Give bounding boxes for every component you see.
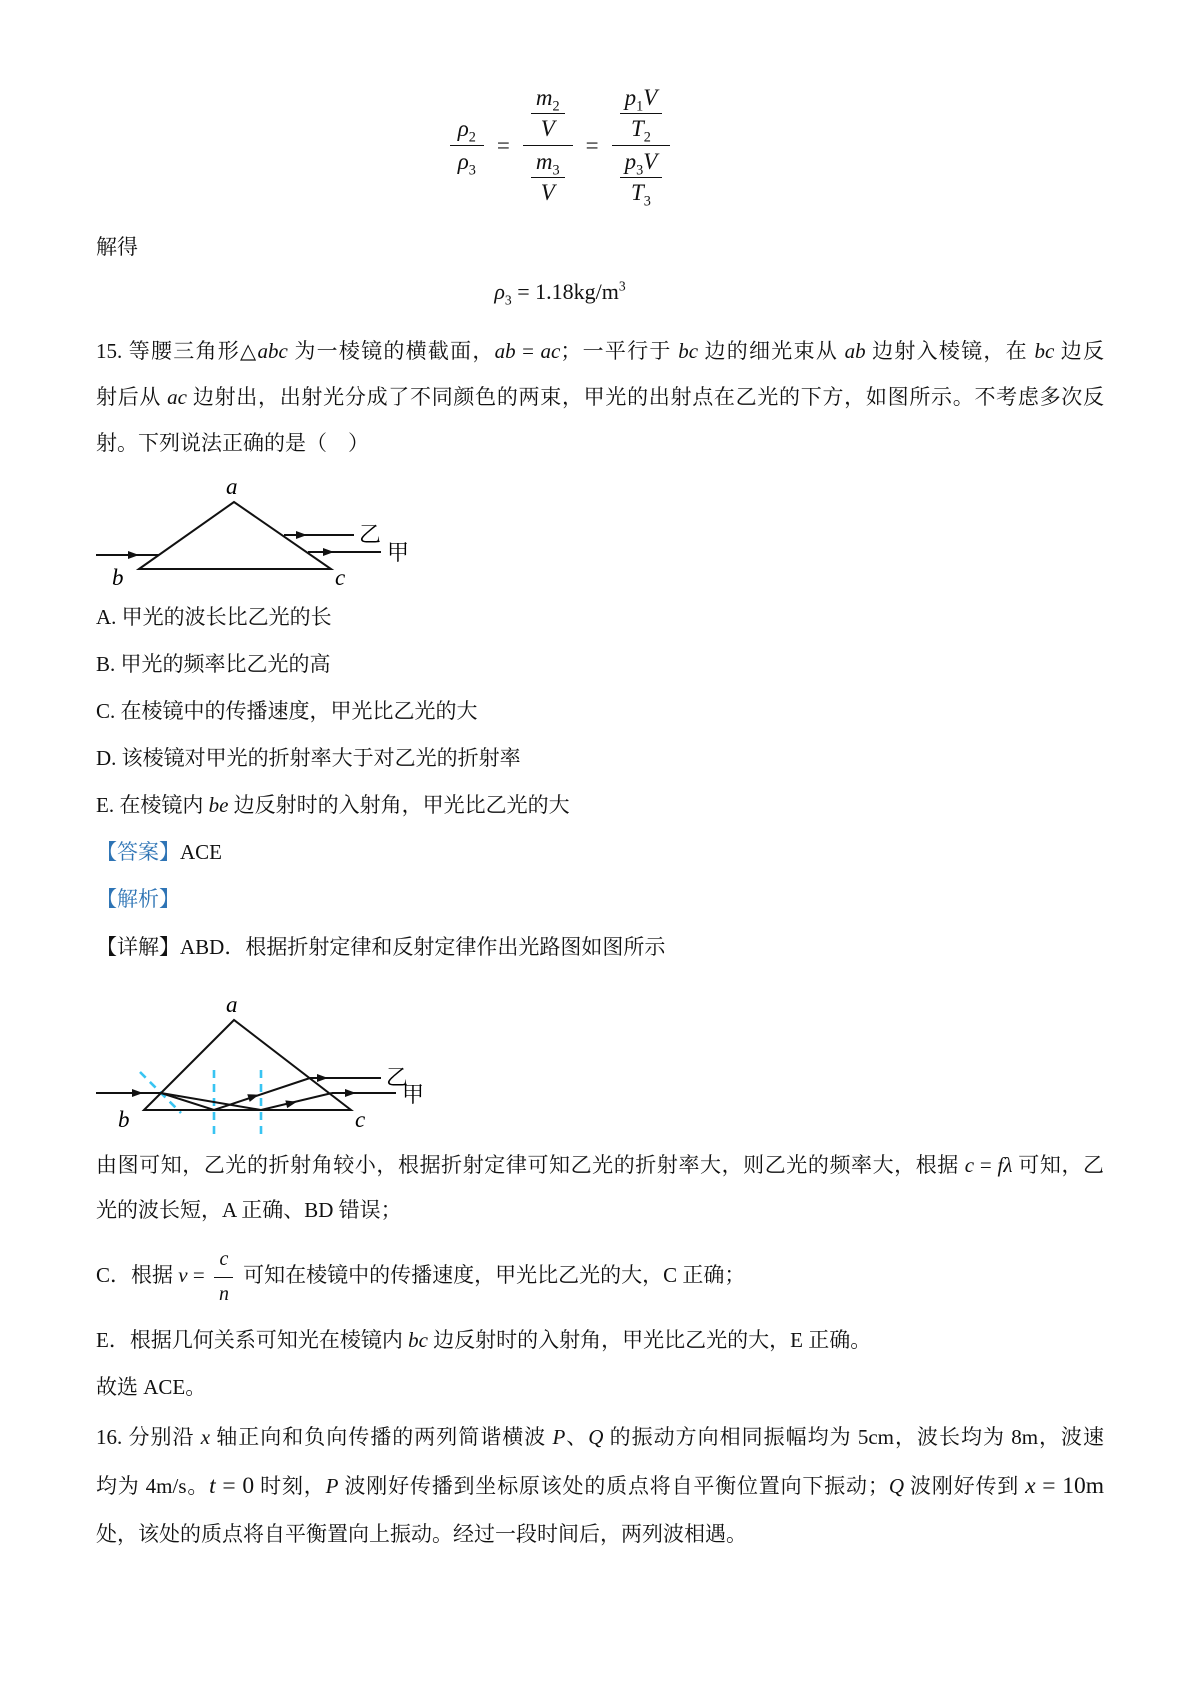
label-b: b	[118, 1106, 130, 1132]
q16-line-3: 处，该处的质点将自平衡置向上振动。经过一段时间后，两列波相遇。	[96, 1522, 747, 1546]
pressure-temperature-fraction: $\frac{\frac{p_1V}{T_2}}{\frac{p_3V}{T_3}}$	[612, 84, 671, 207]
density-ratio-formula	[96, 84, 1024, 210]
q15-options	[96, 594, 1104, 829]
label-ray-yi: 乙	[386, 1064, 409, 1090]
explanation-option-c: C．根据 v = $\frac{c}{n}$ 可知在棱镜中的传播速度，甲光比乙光的大，C 正确；	[96, 1244, 1104, 1311]
light-path-figure	[96, 975, 496, 1141]
q15-line-3: 射。下列说法正确的是（ ）	[96, 430, 369, 455]
explain-line-1: 由图可知，乙光的折射角较小，根据折射定律可知乙光的折射率大，则乙光的频率大，根据 c = fλ 可知，乙	[96, 1152, 1105, 1177]
explanation-option-e: E．根据几何关系可知光在棱镜内 bc 边反射时的入射角，甲光比乙光的大，E 正确。	[96, 1327, 872, 1352]
label-ray-yi: 乙	[359, 522, 382, 548]
label-b: b	[112, 565, 124, 591]
equals-sign: =	[585, 132, 599, 158]
internal-arrowhead-jia-icon	[285, 1097, 298, 1107]
option-b: B. 甲光的频率比乙光的高	[96, 652, 331, 677]
explain-line-2: 光的波长短，A 正确、BD 错误；	[96, 1198, 402, 1223]
conclusion: 故选 ACE。	[96, 1374, 207, 1399]
detail-row: 【详解】ABD．根据折射定律和反射定律作出光路图如图所示	[96, 934, 666, 959]
question-16-stem	[96, 1415, 1104, 1558]
answer-label: 【答案】	[96, 840, 180, 865]
analysis-row	[96, 876, 1104, 923]
internal-arrowhead-yi-icon	[247, 1090, 260, 1101]
equals-sign: =	[496, 132, 510, 158]
exit-arrowhead-jia-icon	[345, 1089, 356, 1097]
q15-line-2: 射后从 ac 边射出，出射光分成了不同颜色的两束，甲光的出射点在乙光的下方，如图所示。不考虑多次反	[96, 384, 1104, 409]
label-c: c	[335, 565, 346, 591]
incident-arrowhead-icon	[128, 551, 139, 559]
option-c: C. 在棱镜中的传播速度，甲光比乙光的大	[96, 699, 478, 724]
exit-arrowhead-jia-icon	[323, 548, 334, 556]
answer-value: ACE	[180, 840, 222, 865]
q16-line-1: 16. 分别沿 x 轴正向和负向传播的两列简谐横波 P、Q 的振动方向相同振幅均为 5cm，波长均为 8m，波速	[96, 1424, 1105, 1449]
question-15-stem	[96, 329, 1104, 466]
q16-line-2: 均为 4m/s。t = 0 时刻，P 波刚好传播到坐标原该处的质点将自平衡位置向下振动；Q 波刚好传到 x = 10m	[96, 1472, 1105, 1499]
option-a: A. 甲光的波长比乙光的长	[96, 605, 332, 630]
option-d: D. 该棱镜对甲光的折射率大于对乙光的折射率	[96, 746, 521, 771]
incident-arrowhead-icon	[132, 1089, 143, 1097]
label-a: a	[226, 991, 238, 1017]
mass-volume-fraction: $\frac{\frac{m_2}{V}}{\frac{m_3}{V}}$	[523, 84, 573, 207]
option-e: E. 在棱镜内 be 边反射时的入射角，甲光比乙光的大	[96, 793, 570, 818]
answer-row	[96, 829, 1104, 876]
c-over-n-fraction: $\frac{c}{n}$	[214, 1244, 234, 1311]
exit-arrowhead-yi-icon	[296, 531, 307, 539]
solve-label: 解得	[96, 235, 138, 259]
label-ray-jia: 甲	[402, 1081, 425, 1107]
density-result: $\rho_3 = 1.18kg/m^3$	[494, 278, 626, 308]
label-a: a	[226, 474, 238, 500]
analysis-label: 【解析】	[96, 887, 180, 912]
explanation-paragraph	[96, 1143, 1104, 1235]
label-ray-jia: 甲	[387, 540, 410, 566]
lhs-fraction: $\frac{\rho_2}{\rho_3}$	[450, 115, 484, 176]
exit-arrowhead-yi-icon	[317, 1074, 328, 1082]
label-c: c	[355, 1106, 366, 1132]
prism-figure	[96, 472, 491, 594]
q15-line-1: 15. 等腰三角形△abc 为一棱镜的横截面，ab = ac；一平行于 bc 边的细光束从 ab 边射入棱镜，在 bc 边反	[96, 339, 1105, 363]
